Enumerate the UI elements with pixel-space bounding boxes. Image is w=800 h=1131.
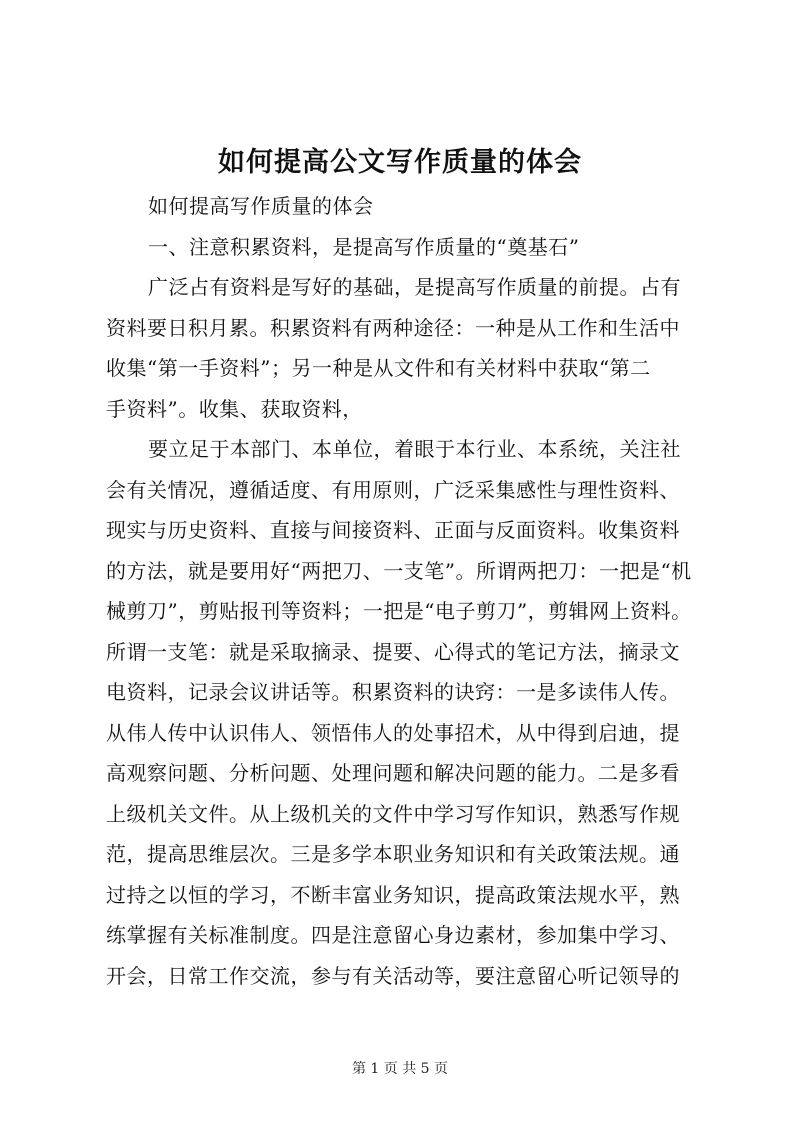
body-text-line: 开会，日常工作交流，参与有关活动等，要注意留心听记领导的 (106, 963, 680, 988)
body-text-line: 手资料”。收集、获取资料， (106, 396, 363, 421)
document-body (106, 186, 696, 996)
body-text-line: 高观察问题、分析问题、处理问题和解决问题的能力。二是多看 (106, 761, 680, 785)
body-text-line: 如何提高写作质量的体会 (148, 194, 374, 218)
body-text-line: 一、注意积累资料，是提高写作质量的“奠基石” (148, 234, 580, 259)
body-text-line: 广泛占有资料是写好的基础，是提高写作质量的前提。占有 (148, 275, 681, 299)
body-text-line: 范，提高思维层次。三是多学本职业务知识和有关政策法规。通 (106, 842, 680, 866)
page-footer: 第 1 页 共 5 页 (351, 1061, 449, 1077)
document-title: 如何提高公文写作质量的体会 (218, 147, 582, 178)
body-text-line: 会有关情况，遵循适度、有用原则，广泛采集感性与理性资料、 (106, 477, 680, 502)
body-text-line: 收集“第一手资料”；另一种是从文件和有关材料中获取“第二 (106, 356, 651, 380)
body-text-line: 资料要日积月累。积累资料有两种途径：一种是从工作和生活中 (106, 315, 680, 340)
body-text-line: 所谓一支笔：就是采取摘录、提要、心得式的笔记方法，摘录文 (106, 639, 680, 664)
body-text-line: 从伟人传中认识伟人、领悟伟人的处事招术，从中得到启迪，提 (106, 720, 680, 745)
body-text-line: 电资料，记录会议讲话等。积累资料的诀窍：一是多读伟人传。 (106, 680, 680, 704)
body-text-line: 的方法，就是要用好“两把刀、一支笔”。所谓两把刀：一把是“机 (106, 558, 692, 583)
body-text-line: 过持之以恒的学习，不断丰富业务知识，提高政策法规水平，熟 (106, 882, 680, 907)
body-text-line: 械剪刀”，剪贴报刊等资料；一把是“电子剪刀”，剪辑网上资料。 (106, 599, 692, 623)
body-text-line: 练掌握有关标准制度。四是注意留心身边素材，参加集中学习、 (106, 923, 680, 947)
body-text-line: 要立足于本部门、本单位，着眼于本行业、本系统，关注社 (148, 437, 681, 461)
body-text-line: 上级机关文件。从上级机关的文件中学习写作知识，熟悉写作规 (106, 801, 680, 826)
body-text-line: 现实与历史资料、直接与间接资料、正面与反面资料。收集资料 (106, 518, 680, 542)
